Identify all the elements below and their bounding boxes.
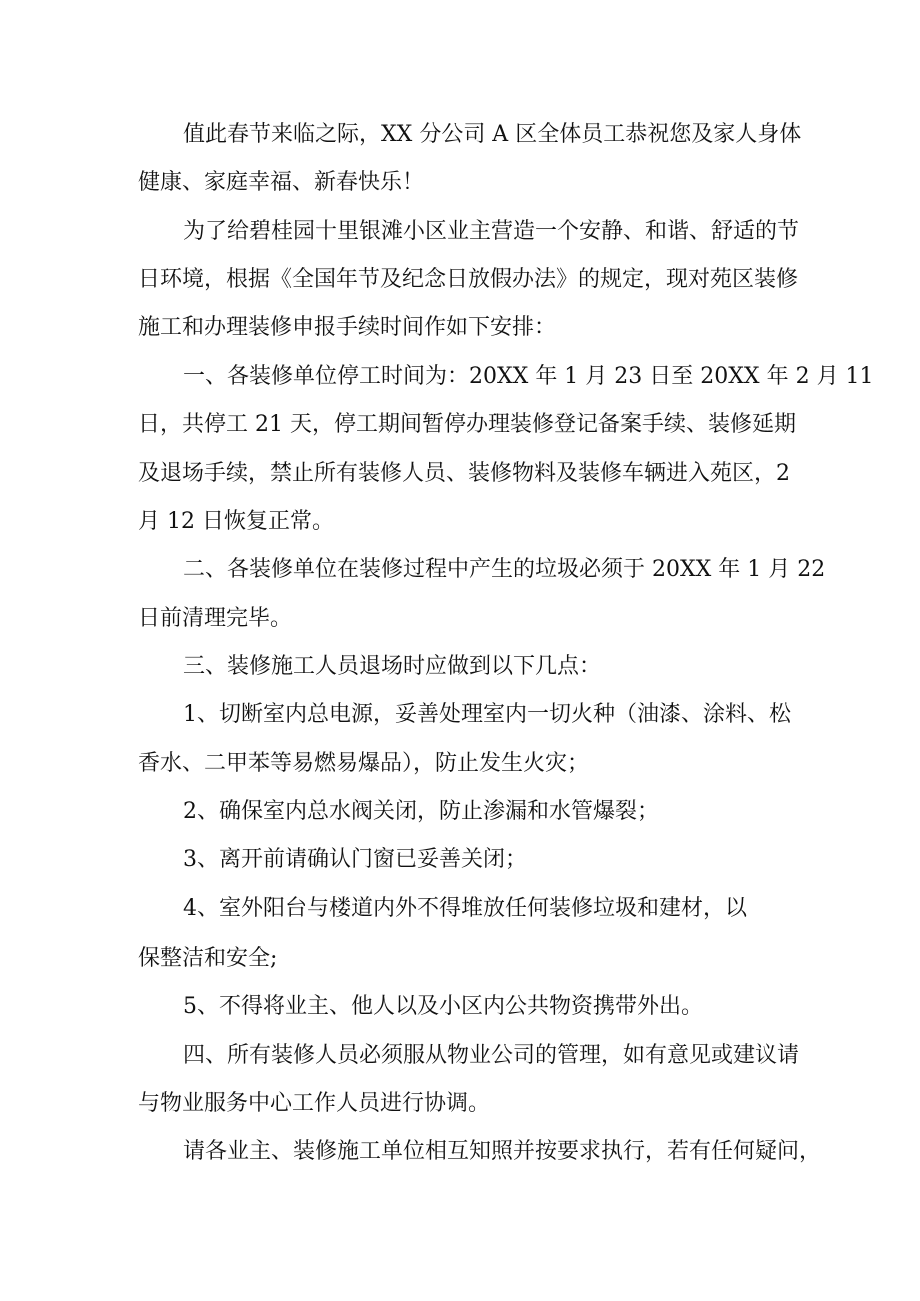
- paragraph-line-2: 健康、家庭幸福、新春快乐！: [138, 170, 425, 195]
- paragraph-line-11: 日前清理完毕。: [138, 606, 293, 631]
- paragraph-line-3: 为了给碧桂园十里银滩小区业主营造一个安静、和谐、舒适的节: [183, 219, 800, 244]
- paragraph-line-16: 3、离开前请确认门窗已妥善关闭；: [183, 847, 527, 872]
- paragraph-line-12: 三、装修施工人员退场时应做到以下几点：: [183, 654, 602, 679]
- paragraph-line-19: 5、不得将业主、他人以及小区内公共物资携带外出。: [183, 994, 703, 1019]
- paragraph-line-21: 与物业服务中心工作人员进行协调。: [138, 1091, 491, 1116]
- paragraph-line-7: 日，共停工 21 天，停工期间暂停办理装修登记备案手续、装修延期: [138, 412, 796, 437]
- paragraph-line-5: 施工和办理装修申报手续时间作如下安排：: [138, 315, 557, 340]
- paragraph-line-9: 月 12 日恢复正常。: [138, 509, 334, 534]
- paragraph-line-4: 日环境，根据《全国年节及纪念日放假办法》的规定，现对苑区装修: [138, 267, 799, 292]
- paragraph-line-18: 保整洁和安全;: [138, 946, 278, 971]
- paragraph-line-13: 1、切断室内总电源，妥善处理室内一切火种（油漆、涂料、松: [183, 702, 791, 727]
- paragraph-line-6: 一、各装修单位停工时间为：20XX 年 1 月 23 日至 20XX 年 2 月 11: [183, 364, 874, 389]
- paragraph-line-22: 请各业主、装修施工单位相互知照并按要求执行，若有任何疑问，: [183, 1139, 822, 1164]
- paragraph-line-14: 香水、二甲苯等易燃易爆品），防止发生火灾；: [138, 751, 590, 776]
- paragraph-line-1: 值此春节来临之际，XX 分公司 A 区全体员工恭祝您及家人身体: [183, 122, 802, 147]
- paragraph-line-10: 二、各装修单位在装修过程中产生的垃圾必须于 20XX 年 1 月 22: [183, 557, 826, 582]
- paragraph-line-17: 4、室外阳台与楼道内外不得堆放任何装修垃圾和建材，以: [183, 896, 747, 921]
- paragraph-line-20: 四、所有装修人员必须服从物业公司的管理，如有意见或建议请: [183, 1043, 800, 1068]
- paragraph-line-8: 及退场手续，禁止所有装修人员、装修物料及装修车辆进入苑区，2: [138, 461, 790, 486]
- paragraph-line-15: 2、确保室内总水阀关闭，防止渗漏和水管爆裂；: [183, 799, 659, 824]
